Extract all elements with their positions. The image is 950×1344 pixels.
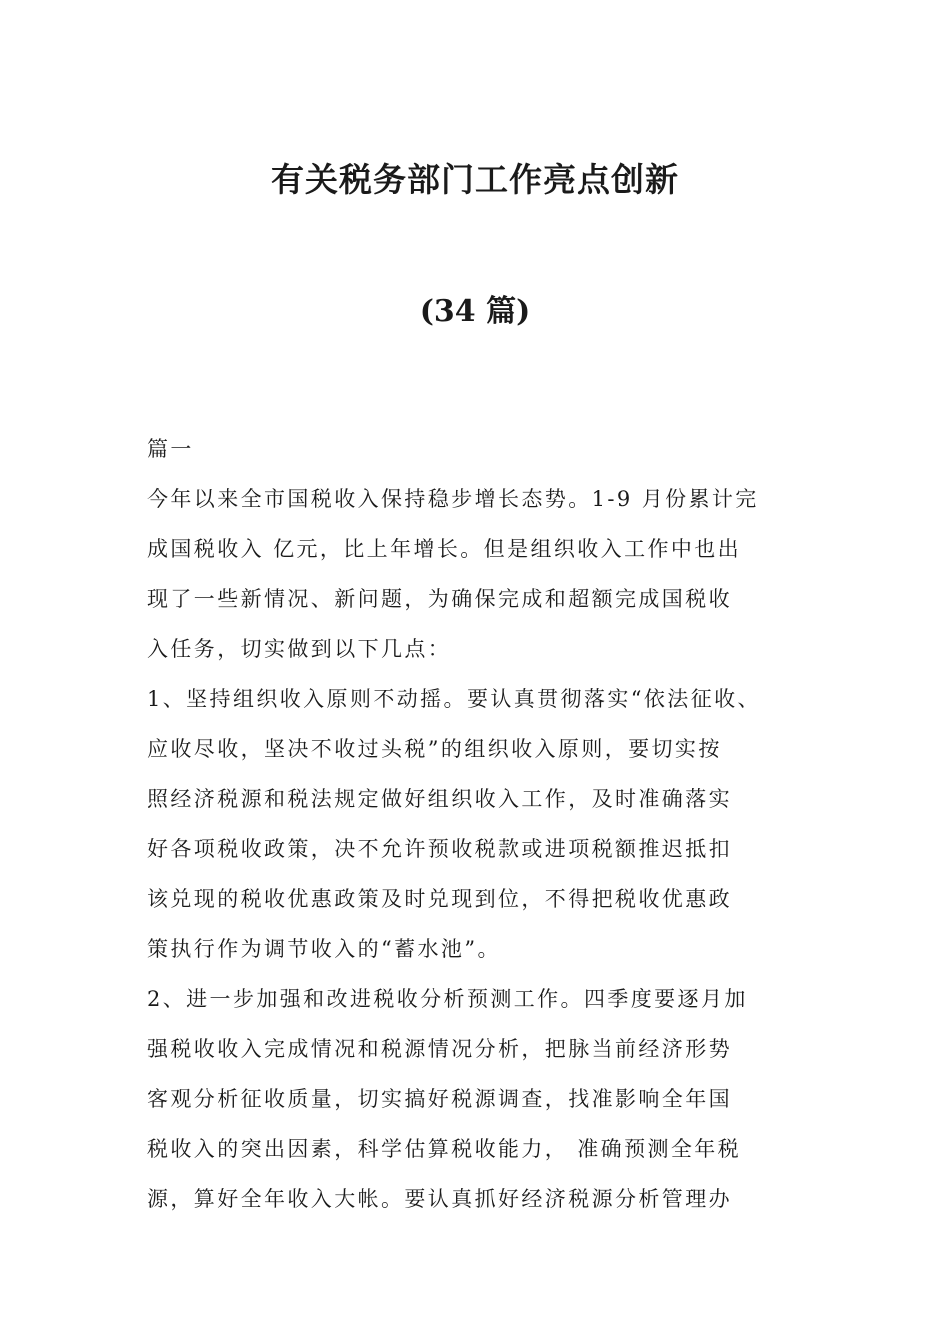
paragraph-line: 策执行作为调节收入的“蓄水池”。 xyxy=(147,937,501,961)
paragraph-line: 客观分析征收质量，切实搞好税源调查，找准影响全年国 xyxy=(147,1087,732,1111)
paragraph-line: 应收尽收，坚决不收过头税”的组织收入原则，要切实按 xyxy=(147,737,722,761)
paragraph-line: 该兑现的税收优惠政策及时兑现到位，不得把税收优惠政 xyxy=(147,887,732,911)
paragraph-line: 税收入的突出因素，科学估算税收能力， 准确预测全年税 xyxy=(147,1137,742,1161)
paragraph-line: 2、进一步加强和改进税收分析预测工作。四季度要逐月加 xyxy=(147,987,748,1011)
section-heading: 篇一 xyxy=(147,437,194,461)
paragraph-line: 源，算好全年收入大帐。要认真抓好经济税源分析管理办 xyxy=(147,1187,732,1211)
document-title: 有关税务部门工作亮点创新 xyxy=(271,160,679,199)
document-subtitle: (34 篇) xyxy=(419,294,531,329)
paragraph-line: 照经济税源和税法规定做好组织收入工作，及时准确落实 xyxy=(147,787,732,811)
paragraph-line: 入任务，切实做到以下几点： xyxy=(147,637,452,661)
paragraph-line: 好各项税收政策，决不允许预收税款或进项税额推迟抵扣 xyxy=(147,837,732,861)
paragraph-line: 今年以来全市国税收入保持稳步增长态势。1-9 月份累计完 xyxy=(147,487,759,511)
paragraph-line: 现了一些新情况、新问题，为确保完成和超额完成国税收 xyxy=(147,587,732,611)
paragraph-line: 强税收收入完成情况和税源情况分析，把脉当前经济形势 xyxy=(147,1037,732,1061)
document-body xyxy=(147,424,812,1224)
paragraph-line: 成国税收入 亿元，比上年增长。但是组织收入工作中也出 xyxy=(147,537,742,561)
paragraph-line: 1、坚持组织收入原则不动摇。要认真贯彻落实“依法征收、 xyxy=(147,687,761,711)
